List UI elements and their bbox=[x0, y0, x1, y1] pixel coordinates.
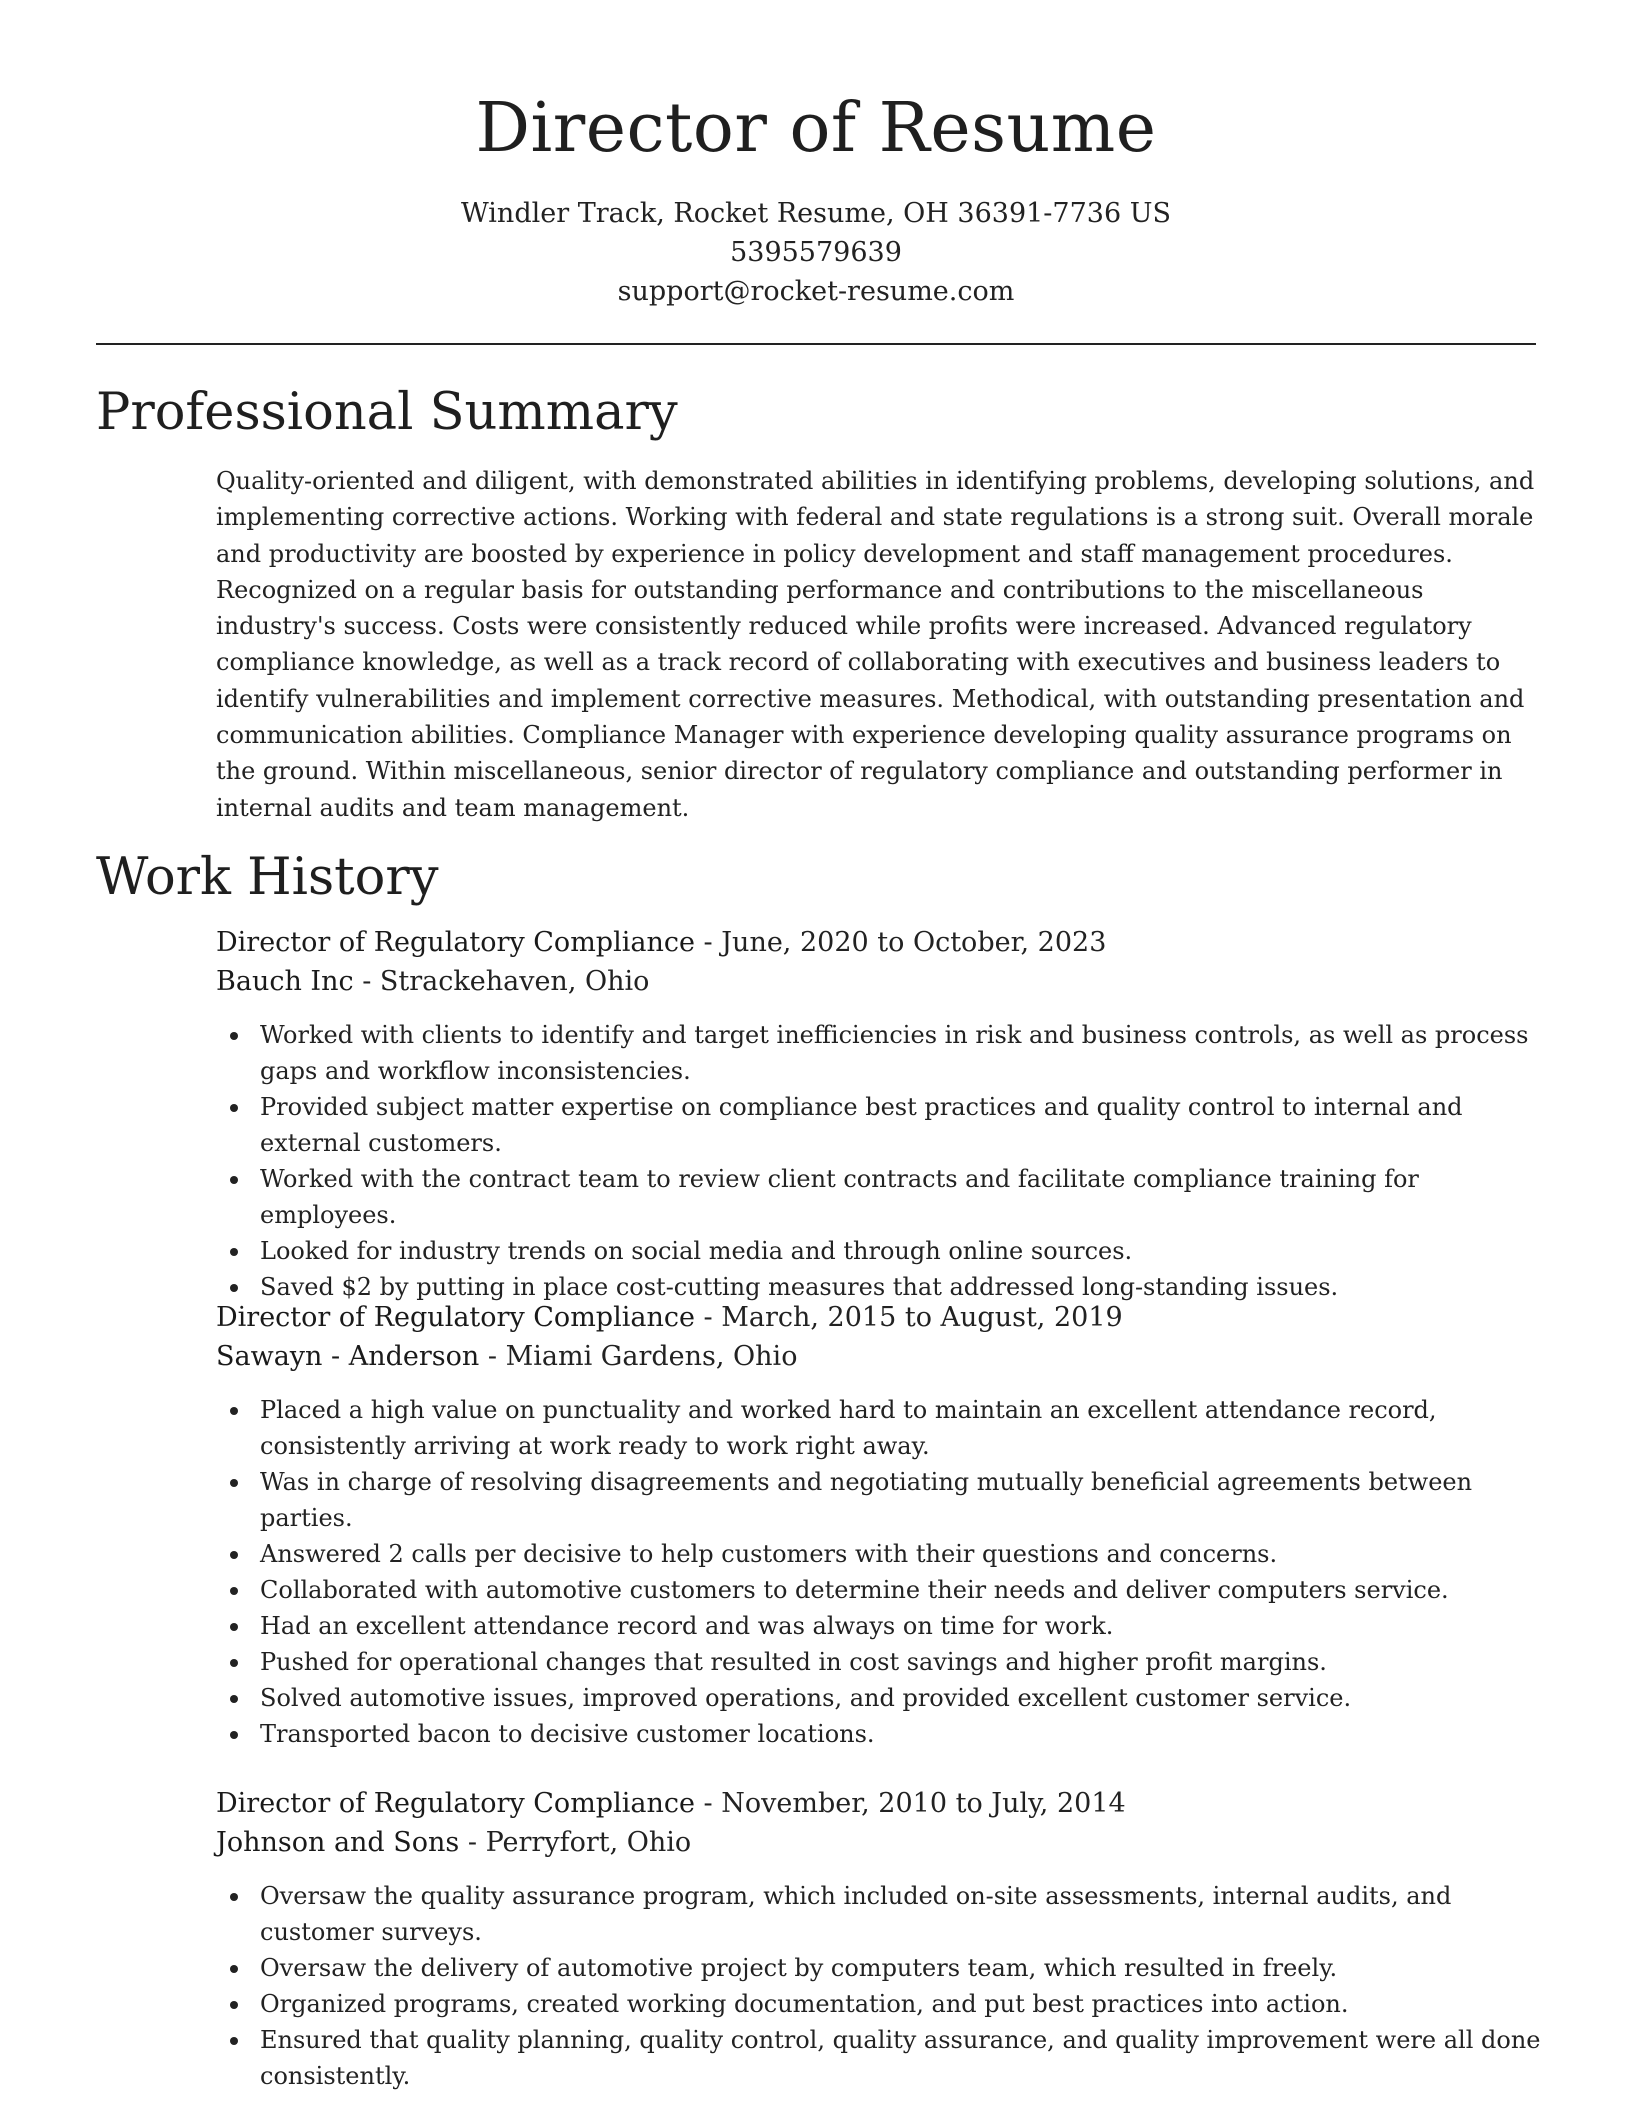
job-location: - Perryfort, Ohio bbox=[459, 1827, 692, 1858]
job-entry bbox=[216, 923, 1546, 1305]
job-bullet: Pushed for operational changes that resulted in cost savings and higher profit margins. bbox=[260, 1644, 1546, 1680]
job-bullet: Oversaw the delivery of automotive project by computers team, which resulted in freely. bbox=[260, 1950, 1546, 1986]
job-role: Director of Regulatory Compliance bbox=[216, 1302, 695, 1333]
resume-header bbox=[0, 84, 1632, 311]
job-bullet: Transported bacon to decisive customer locations. bbox=[260, 1716, 1546, 1752]
job-dates: - March, 2015 to August, 2019 bbox=[694, 1302, 1123, 1333]
job-dates: - November, 2010 to July, 2014 bbox=[694, 1788, 1126, 1819]
job-location: - Strackehaven, Ohio bbox=[353, 966, 650, 997]
job-bullet: Organized programs, created working documentation, and put best practices into action. bbox=[260, 1986, 1546, 2022]
header-divider bbox=[96, 343, 1536, 345]
job-bullets bbox=[216, 1392, 1546, 1752]
job-bullet: Ensured that quality planning, quality control, quality assurance, and quality improvement were all done consistently. bbox=[260, 2022, 1546, 2094]
job-bullet: Saved $2 by putting in place cost-cutting measures that addressed long-standing issues. bbox=[260, 1269, 1546, 1305]
job-company: Johnson and Sons bbox=[216, 1827, 460, 1858]
job-company-line bbox=[216, 1337, 1546, 1376]
job-bullet: Solved automotive issues, improved operations, and provided excellent customer service. bbox=[260, 1680, 1546, 1716]
job-bullet: Worked with clients to identify and target inefficiencies in risk and business controls, as well as process gaps and workflow inconsistencies. bbox=[260, 1017, 1546, 1089]
job-bullets bbox=[216, 1017, 1546, 1305]
job-entry bbox=[216, 1298, 1546, 1752]
job-location: - Miami Gardens, Ohio bbox=[479, 1341, 798, 1372]
job-company-line bbox=[216, 962, 1546, 1001]
job-role: Director of Regulatory Compliance bbox=[216, 1788, 695, 1819]
job-bullet: Answered 2 calls per decisive to help customers with their questions and concerns. bbox=[260, 1536, 1546, 1572]
job-company: Bauch Inc bbox=[216, 966, 354, 997]
candidate-name: Director of Resume bbox=[475, 89, 1157, 168]
contact-info bbox=[0, 194, 1632, 311]
job-bullet: Looked for industry trends on social media and through online sources. bbox=[260, 1233, 1546, 1269]
contact-address: Windler Track, Rocket Resume, OH 36391-7736 US bbox=[461, 198, 1171, 229]
job-bullet: Was in charge of resolving disagreements and negotiating mutually beneficial agreements between parties. bbox=[260, 1464, 1546, 1536]
work-history-heading: Work History bbox=[96, 848, 439, 907]
contact-phone: 5395579639 bbox=[730, 237, 902, 268]
job-bullet: Worked with the contract team to review client contracts and facilitate compliance training for employees. bbox=[260, 1161, 1546, 1233]
job-bullets bbox=[216, 1878, 1546, 2094]
summary-heading: Professional Summary bbox=[96, 383, 678, 442]
job-title-line bbox=[216, 1784, 1546, 1823]
contact-email: support@rocket-resume.com bbox=[617, 276, 1015, 307]
job-entry bbox=[216, 1784, 1546, 2094]
job-company-line bbox=[216, 1823, 1546, 1862]
summary-text: Quality-oriented and diligent, with demonstrated abilities in identifying problems, developing solutions, and implementing corrective actions. Working with federal and state regulations is a strong suit. Overall morale and productivity are boosted by experience in policy development and staff management procedures. Recognized on a regular basis for outstanding performance and contributions to the miscellaneous industry's success. Costs were consistently reduced while profits were increased. Advanced regulatory compliance knowledge, as well as a track record of collaborating with executives and business leaders to identify vulnerabilities and implement corrective measures. Methodical, with outstanding presentation and communication abilities. Compliance Manager with experience developing quality assurance programs on the ground. Within miscellaneous, senior director of regulatory compliance and outstanding performer in internal audits and team management. bbox=[216, 467, 1535, 822]
job-role: Director of Regulatory Compliance bbox=[216, 927, 695, 958]
job-bullet: Provided subject matter expertise on compliance best practices and quality control to internal and external customers. bbox=[260, 1089, 1546, 1161]
job-bullet: Placed a high value on punctuality and worked hard to maintain an excellent attendance record, consistently arriving at work ready to work right away. bbox=[260, 1392, 1546, 1464]
job-bullet: Oversaw the quality assurance program, which included on-site assessments, internal audits, and customer surveys. bbox=[260, 1878, 1546, 1950]
job-bullet: Had an excellent attendance record and was always on time for work. bbox=[260, 1608, 1546, 1644]
job-company: Sawayn - Anderson bbox=[216, 1341, 480, 1372]
job-title-line bbox=[216, 1298, 1546, 1337]
job-bullet: Collaborated with automotive customers to determine their needs and deliver computers service. bbox=[260, 1572, 1546, 1608]
job-title-line bbox=[216, 923, 1546, 962]
job-dates: - June, 2020 to October, 2023 bbox=[694, 927, 1107, 958]
